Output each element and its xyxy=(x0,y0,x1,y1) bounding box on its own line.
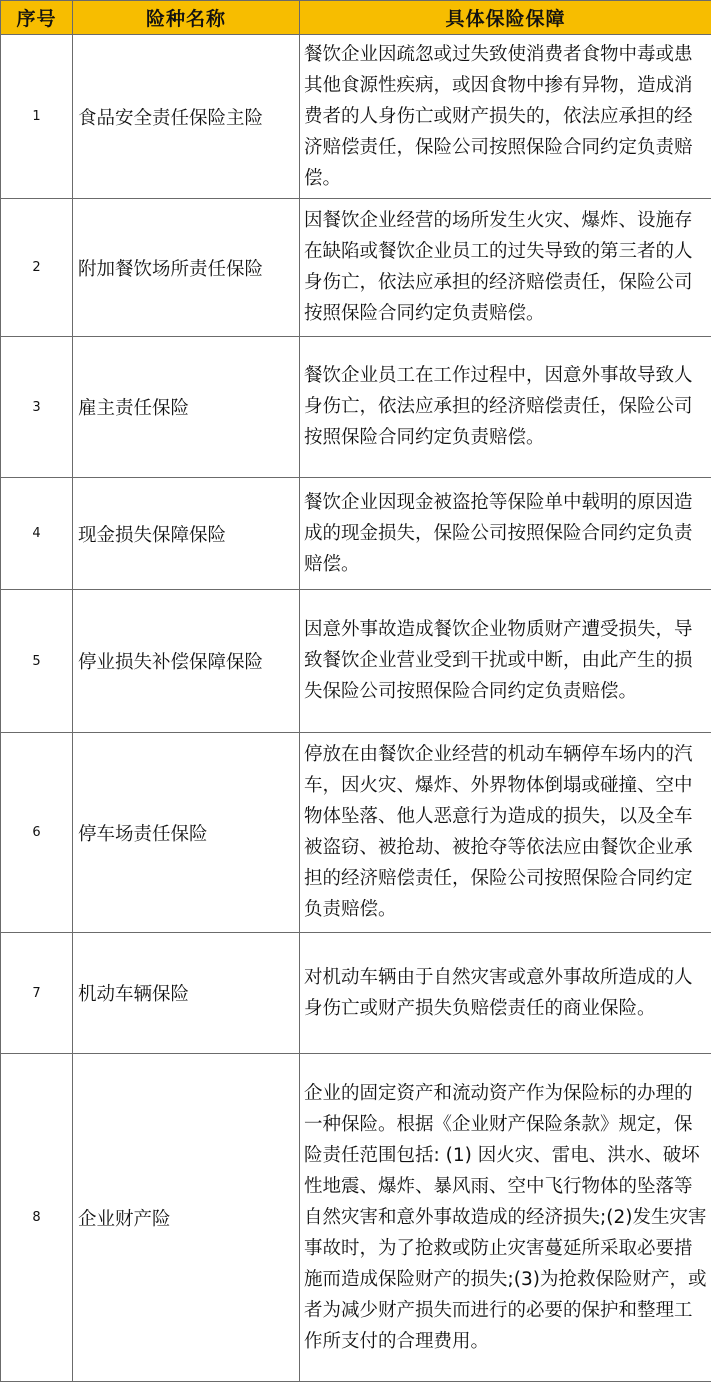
coverage-description: 因餐饮企业经营的场所发生火灾、爆炸、设施存在缺陷或餐饮企业员工的过失导致的第三者的人身伤亡，依法应承担的经济赔偿责任，保险公司按照保险合同约定负责赔偿。 xyxy=(300,199,711,337)
table-row xyxy=(1,337,711,478)
row-number: 3 xyxy=(1,337,73,478)
row-number: 4 xyxy=(1,478,73,590)
coverage-description: 停放在由餐饮企业经营的机动车辆停车场内的汽车，因火灾、爆炸、外界物体倒塌或碰撞、空中物体坠落、他人恶意行为造成的损失，以及全车被盗窃、被抢劫、被抢夺等依法应由餐饮企业承担的经济赔偿责任，保险公司按照保险合同约定负责赔偿。 xyxy=(300,733,711,933)
table-row xyxy=(1,35,711,199)
row-number: 6 xyxy=(1,733,73,933)
insurance-name: 雇主责任保险 xyxy=(73,337,300,478)
table-row xyxy=(1,733,711,933)
header-no: 序号 xyxy=(1,1,73,35)
row-number: 2 xyxy=(1,199,73,337)
insurance-name: 食品安全责任保险主险 xyxy=(73,35,300,199)
row-number: 1 xyxy=(1,35,73,199)
table-row xyxy=(1,933,711,1054)
insurance-name: 附加餐饮场所责任保险 xyxy=(73,199,300,337)
table-header-row xyxy=(1,1,711,35)
row-number: 5 xyxy=(1,590,73,733)
header-desc: 具体保险保障 xyxy=(300,1,711,35)
insurance-name: 现金损失保障保险 xyxy=(73,478,300,590)
coverage-description: 因意外事故造成餐饮企业物质财产遭受损失，导致餐饮企业营业受到干扰或中断，由此产生的损失保险公司按照保险合同约定负责赔偿。 xyxy=(300,590,711,733)
row-number: 8 xyxy=(1,1054,73,1382)
table-row xyxy=(1,590,711,733)
table-row xyxy=(1,1054,711,1382)
insurance-name: 停业损失补偿保障保险 xyxy=(73,590,300,733)
row-number: 7 xyxy=(1,933,73,1054)
insurance-name: 机动车辆保险 xyxy=(73,933,300,1054)
table-row xyxy=(1,478,711,590)
coverage-description: 餐饮企业员工在工作过程中，因意外事故导致人身伤亡，依法应承担的经济赔偿责任，保险公司按照保险合同约定负责赔偿。 xyxy=(300,337,711,478)
coverage-description: 对机动车辆由于自然灾害或意外事故所造成的人身伤亡或财产损失负赔偿责任的商业保险。 xyxy=(300,933,711,1054)
insurance-name: 停车场责任保险 xyxy=(73,733,300,933)
coverage-description: 餐饮企业因现金被盗抢等保险单中载明的原因造成的现金损失，保险公司按照保险合同约定负责赔偿。 xyxy=(300,478,711,590)
coverage-description: 餐饮企业因疏忽或过失致使消费者食物中毒或患其他食源性疾病，或因食物中掺有异物，造成消费者的人身伤亡或财产损失的，依法应承担的经济赔偿责任，保险公司按照保险合同约定负责赔偿。 xyxy=(300,35,711,199)
insurance-name: 企业财产险 xyxy=(73,1054,300,1382)
coverage-description: 企业的固定资产和流动资产作为保险标的办理的一种保险。根据《企业财产保险条款》规定，保险责任范围包括: (1) 因火灾、雷电、洪水、破坏性地震、爆炸、暴风雨、空中飞行物体的坠落等自然灾害和意外事故造成的经济损失;(2)发生灾害事故时，为了抢救或防止灾害蔓延所采取必要措施而造成保险财产的损失;(3)为抢救保险财产，或者为减少财产损失而进行的必要的保护和整理工作所支付的合理费用。 xyxy=(300,1054,711,1382)
table-row xyxy=(1,199,711,337)
header-name: 险种名称 xyxy=(73,1,300,35)
